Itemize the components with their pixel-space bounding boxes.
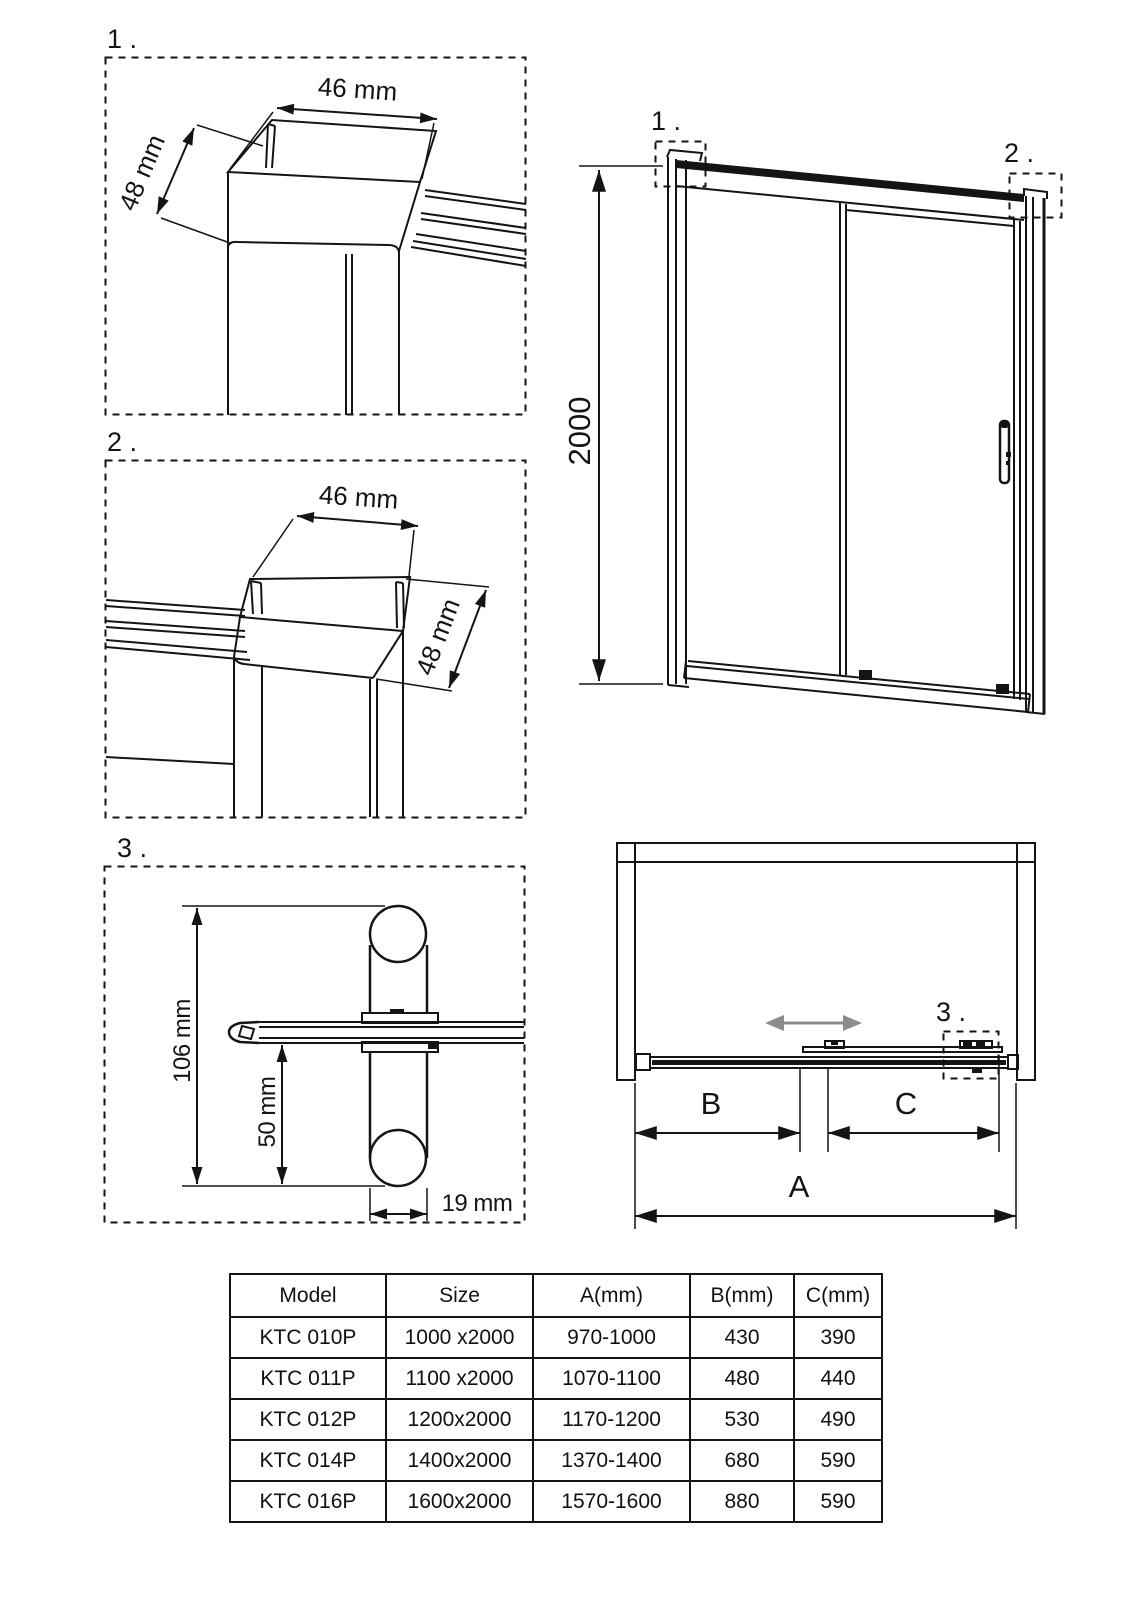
front-door-drawing bbox=[667, 150, 1047, 714]
cell-a: 1070-1100 bbox=[533, 1358, 690, 1399]
cell-size: 1600x2000 bbox=[386, 1481, 533, 1522]
detail-2-profile-drawing bbox=[106, 577, 410, 817]
cell-size: 1200x2000 bbox=[386, 1399, 533, 1440]
table-row bbox=[230, 1481, 882, 1522]
cell-size: 1000 x2000 bbox=[386, 1317, 533, 1358]
detail-3-diameter-dim: 19 mm bbox=[441, 1190, 513, 1217]
header-model: Model bbox=[230, 1274, 386, 1317]
detail-2-height-dim: 48 mm bbox=[409, 594, 466, 680]
cell-b: 880 bbox=[690, 1481, 794, 1522]
detail-1-profile-drawing bbox=[228, 120, 526, 415]
cell-a: 1370-1400 bbox=[533, 1440, 690, 1481]
detail-3-label: 3 . bbox=[117, 833, 148, 863]
detail-2-label: 2 . bbox=[107, 427, 138, 457]
detail-3-dimensions bbox=[169, 906, 512, 1221]
cell-model: KTC 011P bbox=[230, 1358, 386, 1399]
top-view bbox=[617, 843, 1035, 1229]
detail-3-panel bbox=[105, 833, 525, 1223]
table-row bbox=[230, 1358, 882, 1399]
cell-b: 530 bbox=[690, 1399, 794, 1440]
cell-size: 1400x2000 bbox=[386, 1440, 533, 1481]
front-callout-1-label: 1 . bbox=[651, 106, 682, 136]
cell-b: 680 bbox=[690, 1440, 794, 1481]
detail-2-dimensions bbox=[253, 479, 489, 691]
header-size: Size bbox=[386, 1274, 533, 1317]
detail-3-total-dim: 106 mm bbox=[169, 999, 196, 1083]
cell-b: 430 bbox=[690, 1317, 794, 1358]
detail-1-panel bbox=[106, 24, 527, 415]
cell-model: KTC 016P bbox=[230, 1481, 386, 1522]
table-row bbox=[230, 1399, 882, 1440]
detail-1-label: 1 . bbox=[107, 24, 138, 54]
cell-model: KTC 010P bbox=[230, 1317, 386, 1358]
size-table bbox=[229, 1273, 883, 1523]
detail-1-height-dim: 48 mm bbox=[112, 130, 172, 215]
detail-2-width-dim: 46 mm bbox=[317, 479, 400, 515]
bottom-guide bbox=[859, 670, 872, 680]
table-row bbox=[230, 1440, 882, 1481]
cell-b: 480 bbox=[690, 1358, 794, 1399]
bottom-guide bbox=[996, 684, 1009, 694]
dim-b-label: B bbox=[700, 1086, 722, 1121]
front-view bbox=[562, 106, 1062, 714]
slide-direction-arrow bbox=[765, 1015, 862, 1031]
cell-model: KTC 012P bbox=[230, 1399, 386, 1440]
detail-2-boundary bbox=[106, 461, 526, 818]
dim-c-label: C bbox=[894, 1086, 918, 1121]
detail-1-width-dim: 46 mm bbox=[316, 71, 399, 107]
top-view-dimensions bbox=[635, 1055, 1016, 1229]
top-callout-3-label: 3 . bbox=[936, 997, 967, 1027]
front-height-dim-text: 2000 bbox=[562, 396, 597, 466]
header-a: A(mm) bbox=[533, 1274, 690, 1317]
cell-c: 590 bbox=[794, 1440, 882, 1481]
detail-3-boundary bbox=[105, 867, 525, 1223]
detail-3-lower-dim: 50 mm bbox=[254, 1076, 281, 1148]
front-height-dimension bbox=[562, 166, 663, 684]
top-callout-3-box bbox=[944, 1032, 999, 1079]
table-row bbox=[230, 1317, 882, 1358]
cell-c: 390 bbox=[794, 1317, 882, 1358]
cell-model: KTC 014P bbox=[230, 1440, 386, 1481]
cell-a: 970-1000 bbox=[533, 1317, 690, 1358]
track-assembly bbox=[636, 1041, 1018, 1073]
cell-a: 1570-1600 bbox=[533, 1481, 690, 1522]
front-callout-2-label: 2 . bbox=[1004, 138, 1035, 168]
cell-size: 1100 x2000 bbox=[386, 1358, 533, 1399]
table-header-row bbox=[230, 1274, 882, 1317]
header-c: C(mm) bbox=[794, 1274, 882, 1317]
dim-a-label: A bbox=[788, 1169, 810, 1204]
cell-a: 1170-1200 bbox=[533, 1399, 690, 1440]
detail-2-panel bbox=[106, 427, 526, 818]
cell-c: 590 bbox=[794, 1481, 882, 1522]
detail-1-dimensions bbox=[112, 71, 437, 243]
top-rail bbox=[676, 160, 1024, 202]
cell-c: 490 bbox=[794, 1399, 882, 1440]
cell-c: 440 bbox=[794, 1358, 882, 1399]
header-b: B(mm) bbox=[690, 1274, 794, 1317]
